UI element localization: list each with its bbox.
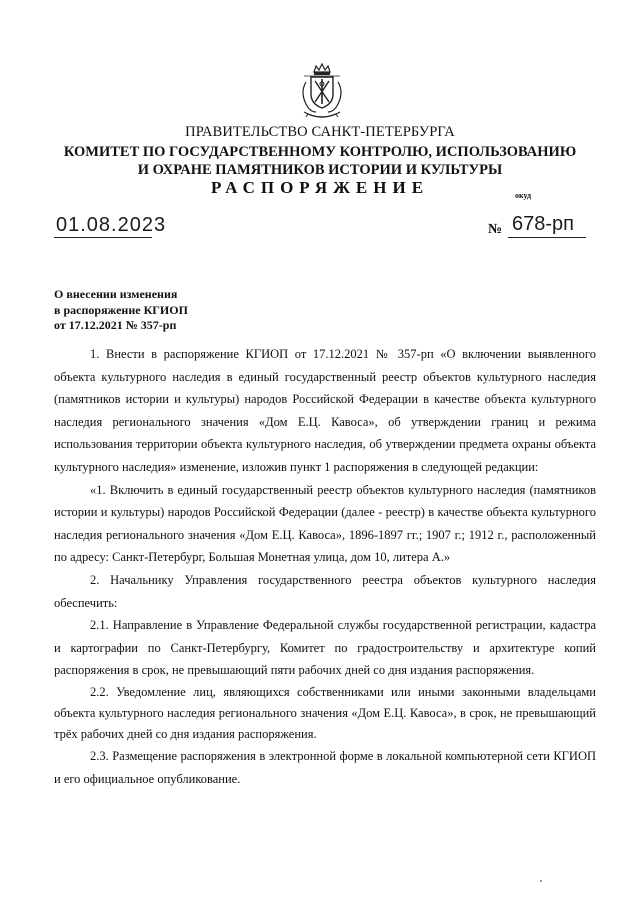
subject-line2: в распоряжение КГИОП bbox=[54, 302, 188, 317]
okud-label: окуд bbox=[515, 191, 532, 200]
paragraph-2-3: 2.3. Размещение распоряжения в электронной форме в локальной компьютерной сети КГИОП и его официальное опубликование. bbox=[54, 748, 596, 786]
committee-title-line2: И ОХРАНЕ ПАМЯТНИКОВ ИСТОРИИ И КУЛЬТУРЫ bbox=[137, 162, 503, 178]
document-body bbox=[54, 343, 596, 790]
st-petersburg-coat-of-arms-icon bbox=[294, 62, 350, 120]
paragraph-1: 1. Внести в распоряжение КГИОП от 17.12.2021 № 357-рп «О включении выявленного объекта культурного наследия в единый государственный реестр объектов культурного наследия (памятников истории и культуры) народов Российской Федерации в качестве объекта культурного наследия регионального значения «Дом Е.Ц. Кавоса», об утверждении границ и режима использования территории объекта культурного наследия, об утверждении предмета охраны объекта культурного наследия» изменение, изложив пункт 1 распоряжения в следующей редакции: bbox=[54, 347, 596, 474]
date-underline bbox=[54, 237, 152, 238]
document-subject bbox=[54, 287, 188, 334]
subject-line3: от 17.12.2021 № 357-рп bbox=[54, 318, 177, 332]
paragraph-2-2: 2.2. Уведомление лиц, являющихся собственниками или иными законными владельцами объекта культурного наследия регионального значения «Дом Е.Ц. Кавоса», в срок, не превышающий трёх рабочих дней со дня издания распоряжения. bbox=[54, 684, 596, 741]
number-sign: № bbox=[488, 222, 503, 237]
scan-speck bbox=[540, 880, 542, 882]
committee-title bbox=[0, 143, 640, 179]
paragraph-2: 2. Начальнику Управления государственного реестра объектов культурного наследия обеспечить: bbox=[54, 572, 596, 610]
subject-line1: О внесении изменения bbox=[54, 287, 178, 301]
government-title: ПРАВИТЕЛЬСТВО САНКТ-ПЕТЕРБУРГА bbox=[185, 124, 455, 140]
committee-title-line1: КОМИТЕТ ПО ГОСУДАРСТВЕННОМУ КОНТРОЛЮ, ИСПОЛЬЗОВАНИЮ bbox=[63, 144, 577, 160]
paragraph-1-quoted: «1. Включить в единый государственный реестр объектов культурного наследия (памятников истории и культуры) народов Российской Федерации (далее - реестр) в качестве объекта культурного наследия регионального значения «Дом Е.Ц. Кавоса», 1896-1897 гг.; 1907 г.; 1912 г., расположенный по адресу: Санкт-Петербург, Большая Монетная улица, дом 10, литера А.» bbox=[54, 482, 596, 565]
number-underline bbox=[508, 237, 586, 238]
document-type-title: РАСПОРЯЖЕНИЕ bbox=[210, 178, 430, 197]
paragraph-2-1: 2.1. Направление в Управление Федеральной службы государственной регистрации, кадастра и картографии по Санкт-Петербургу, Комитет по градостроительству и архитектуре копий распоряжения в срок, не превышающий пяти рабочих дней со дня издания распоряжения. bbox=[54, 618, 596, 678]
document-date: 01.08.2023 bbox=[56, 214, 167, 236]
document-number: 678-рп bbox=[512, 213, 574, 235]
